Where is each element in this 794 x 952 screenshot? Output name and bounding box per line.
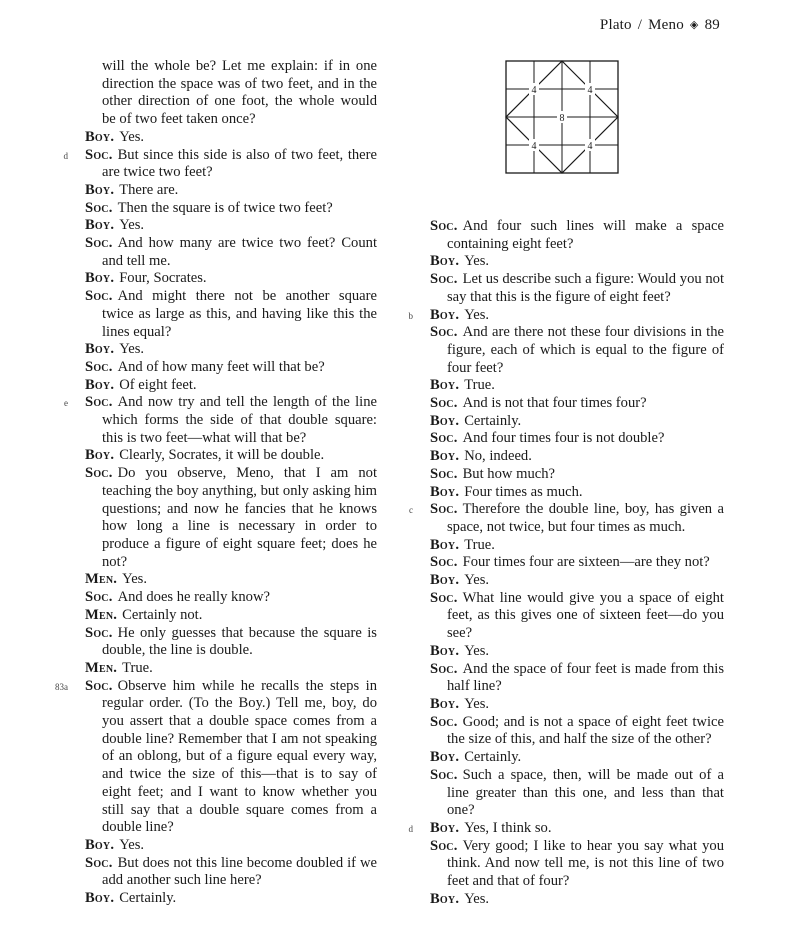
dialogue-line xyxy=(85,571,377,589)
speaker-label: Soc. xyxy=(85,589,113,606)
dialogue-text: Let us describe such a figure: Would you not say that this is the figure of eight feet? xyxy=(447,271,724,305)
dialogue-line xyxy=(85,58,377,129)
dialogue-line xyxy=(430,324,724,377)
dialogue-text: Very good; I like to hear you say what you think. And now tell me, is not this line of two feet and that of four? xyxy=(447,837,724,890)
speaker-label: Men. xyxy=(85,571,118,588)
dialogue-line xyxy=(430,253,724,271)
speaker-label: Soc. xyxy=(430,395,458,412)
speaker-label: Boy. xyxy=(430,572,460,589)
dialogue-line xyxy=(430,484,724,502)
dialogue-text: Yes, I think so. xyxy=(464,819,552,836)
diagram-label: 4 xyxy=(587,85,593,96)
dialogue-text: will the whole be? Let me explain: if in one direction the space was of two feet, and in the other direction of one foot, the whole would be of two feet taken once? xyxy=(102,58,377,128)
speaker-label: Soc. xyxy=(430,218,458,234)
header-author: Plato xyxy=(599,17,632,33)
speaker-label: Soc. xyxy=(430,430,458,447)
dialogue-line xyxy=(85,837,377,855)
dialogue-text: And are there not these four divisions in the figure, each of which is equal to the figure of four feet? xyxy=(447,324,724,376)
speaker-label: Boy. xyxy=(430,642,460,659)
speaker-label: Boy. xyxy=(430,695,460,712)
dialogue-text: Four, Socrates. xyxy=(119,270,207,287)
speaker-label: Boy. xyxy=(85,836,115,853)
speaker-label: Soc. xyxy=(85,358,113,375)
page-number: 89 xyxy=(704,17,720,33)
diagram-label: 4 xyxy=(531,85,537,96)
speaker-label: Boy. xyxy=(85,181,115,198)
speaker-label: Boy. xyxy=(430,749,460,766)
header-work: Meno xyxy=(648,17,684,33)
dialogue-line xyxy=(85,288,377,341)
speaker-label: Soc. xyxy=(430,501,458,518)
speaker-label: Boy. xyxy=(430,412,460,429)
dialogue-text: Yes. xyxy=(464,306,490,323)
dialogue-line xyxy=(430,714,724,749)
running-header xyxy=(600,17,720,34)
dialogue-line xyxy=(85,129,377,147)
dialogue-line xyxy=(430,696,724,714)
dialogue-text: True. xyxy=(464,377,495,394)
dialogue-line xyxy=(85,447,377,465)
left-column xyxy=(55,58,377,908)
speaker-label: Soc. xyxy=(430,271,458,288)
speaker-label: Soc. xyxy=(85,854,113,871)
speaker-label: Boy. xyxy=(430,819,460,836)
stephanus-marker: d xyxy=(63,150,68,161)
speaker-label: Boy. xyxy=(430,306,460,323)
dialogue-text: And how many are twice two feet? Count and tell me. xyxy=(102,235,377,269)
diagram-label: 4 xyxy=(531,141,537,152)
dialogue-text: And four times four is not double? xyxy=(462,430,665,447)
dialogue-text: And of how many feet will that be? xyxy=(117,358,325,375)
dialogue-line xyxy=(85,660,377,678)
dialogue-line xyxy=(430,590,724,643)
dialogue-line xyxy=(85,607,377,625)
speaker-label: Boy. xyxy=(85,447,115,464)
speaker-label: Boy. xyxy=(430,377,460,394)
dialogue-line xyxy=(430,838,724,891)
dialogue-text: Such a space, then, will be made out of a line greater than this one, and less than that one? xyxy=(447,766,724,819)
speaker-label: Soc. xyxy=(85,288,113,305)
dialogue-text: And is not that four times four? xyxy=(462,395,647,412)
dialogue-line xyxy=(85,341,377,359)
dialogue-text: Certainly not. xyxy=(122,606,203,623)
dialogue-text: Then the square is of twice two feet? xyxy=(117,199,333,216)
dialogue-text: True. xyxy=(122,659,153,676)
dialogue-line xyxy=(408,306,724,325)
dialogue-line xyxy=(85,217,377,235)
speaker-label: Soc. xyxy=(85,624,113,641)
dialogue-line xyxy=(430,377,724,395)
dialogue-text: And the space of four feet is made from this half line? xyxy=(447,660,724,695)
dialogue-text: Certainly. xyxy=(464,749,522,766)
dialogue-text: What line would give you a space of eight feet, as this gives one of sixteen feet—do you see? xyxy=(447,589,724,642)
dialogue-text: Yes. xyxy=(464,253,490,270)
dialogue-line xyxy=(85,465,377,571)
header-separator: / xyxy=(637,17,643,33)
dialogue-line xyxy=(430,271,724,306)
dialogue-text: Four times four are sixteen—are they not? xyxy=(462,554,710,571)
dialogue-line xyxy=(55,677,377,837)
speaker-label: Men. xyxy=(85,606,118,623)
stephanus-marker: d xyxy=(408,823,413,834)
dialogue-line xyxy=(85,377,377,395)
stephanus-marker: e xyxy=(64,398,68,409)
speaker-label: Boy. xyxy=(430,253,460,270)
dialogue-text: And now try and tell the length of the line which forms the side of that double square: this is two feet—what will that be? xyxy=(102,394,377,446)
dialogue-line xyxy=(85,359,377,377)
dialogue-line xyxy=(430,537,724,555)
dialogue-text: Of eight feet. xyxy=(119,376,197,393)
dialogue-text: Yes. xyxy=(119,128,145,145)
speaker-label: Soc. xyxy=(430,554,458,571)
dialogue-line xyxy=(85,589,377,607)
speaker-label: Soc. xyxy=(430,589,458,606)
speaker-label: Soc. xyxy=(430,660,458,677)
speaker-label: Boy. xyxy=(85,341,115,358)
dialogue-text: And four such lines will make a space containing eight feet? xyxy=(447,218,724,252)
speaker-label: Soc. xyxy=(85,394,113,411)
dialogue-text: Yes. xyxy=(119,217,145,234)
dialogue-line xyxy=(85,890,377,908)
diagram-label: 8 xyxy=(559,113,565,124)
right-column xyxy=(408,218,724,908)
dialogue-text: Yes. xyxy=(119,836,145,853)
dialogue-line xyxy=(430,413,724,431)
dialogue-text: Yes. xyxy=(464,572,490,589)
dialogue-line xyxy=(85,235,377,270)
speaker-label: Boy. xyxy=(85,217,115,234)
dialogue-line xyxy=(430,767,724,820)
stephanus-marker: 83a xyxy=(55,681,68,692)
speaker-label: Soc. xyxy=(85,677,113,694)
stephanus-marker: b xyxy=(408,310,413,321)
header-ornament: ◈ xyxy=(689,19,699,31)
dialogue-text: He only guesses that because the square is double, the line is double. xyxy=(102,624,377,659)
speaker-label: Boy. xyxy=(430,536,460,553)
dialogue-line xyxy=(85,200,377,218)
dialogue-text: Observe him while he recalls the steps in regular order. (To the Boy.) Tell me, boy, do you assert that a double space comes from a double line? Remember that I am not speaking of an oblong, but of a figure equal every way, and twice the size of this—that is to say of eight feet; and I want to know whether you still say that a double square comes from a double line? xyxy=(102,677,377,836)
dialogue-line xyxy=(64,394,377,447)
speaker-label: Soc. xyxy=(85,465,113,482)
dialogue-line xyxy=(430,430,724,448)
dialogue-line xyxy=(430,749,724,767)
speaker-label: Soc. xyxy=(85,235,113,252)
dialogue-text: Do you observe, Meno, that I am not teaching the boy anything, but only asking him questions; and now he fancies that he knows how long a line is necessary in order to produce a figure of eight square feet; does he not? xyxy=(102,465,377,570)
dialogue-line xyxy=(430,466,724,484)
speaker-label: Boy. xyxy=(430,890,460,907)
dialogue-text: Yes. xyxy=(122,571,148,588)
speaker-label: Soc. xyxy=(430,713,458,730)
speaker-label: Boy. xyxy=(85,128,115,145)
dialogue-line xyxy=(85,182,377,200)
dialogue-text: And might there not be another square twice as large as this, and having like this the lines equal? xyxy=(102,288,377,340)
diagram-label: 4 xyxy=(587,141,593,152)
dialogue-text: No, indeed. xyxy=(464,448,532,465)
speaker-label: Boy. xyxy=(430,448,460,465)
dialogue-text: But since this side is also of two feet, there are twice two feet? xyxy=(102,146,377,181)
dialogue-line xyxy=(430,395,724,413)
dialogue-text: There are. xyxy=(119,181,179,198)
speaker-label: Soc. xyxy=(85,146,113,163)
dialogue-text: But does not this line become doubled if we add another such line here? xyxy=(102,854,377,889)
dialogue-text: Yes. xyxy=(119,341,145,358)
dialogue-line xyxy=(63,146,377,182)
speaker-label: Soc. xyxy=(430,766,458,783)
speaker-label: Boy. xyxy=(85,270,115,287)
dialogue-text: But how much? xyxy=(462,465,555,482)
dialogue-line xyxy=(430,448,724,466)
dialogue-line xyxy=(85,625,377,660)
square-diagram xyxy=(505,60,619,174)
speaker-label: Soc. xyxy=(430,465,458,482)
dialogue-line xyxy=(85,270,377,288)
dialogue-line xyxy=(430,554,724,572)
speaker-label: Soc. xyxy=(430,837,458,854)
dialogue-text: Yes. xyxy=(464,890,490,907)
dialogue-line xyxy=(430,661,724,696)
speaker-label: Boy. xyxy=(85,890,115,907)
speaker-label: Boy. xyxy=(430,483,460,500)
dialogue-text: Yes. xyxy=(464,695,490,712)
dialogue-line xyxy=(85,855,377,890)
dialogue-text: Certainly. xyxy=(119,890,177,907)
dialogue-line xyxy=(430,643,724,661)
dialogue-line xyxy=(430,218,724,253)
speaker-label: Soc. xyxy=(85,199,113,216)
dialogue-text: Yes. xyxy=(464,642,490,659)
dialogue-line xyxy=(430,572,724,590)
dialogue-text: Good; and is not a space of eight feet twice the size of this, and half the size of the other? xyxy=(447,713,724,748)
stephanus-marker: c xyxy=(409,505,413,516)
dialogue-text: Therefore the double line, boy, has given a space, not twice, but four times as much. xyxy=(447,501,724,535)
dialogue-text: Clearly, Socrates, it will be double. xyxy=(119,447,325,464)
dialogue-text: Four times as much. xyxy=(464,483,583,500)
dialogue-text: Certainly. xyxy=(464,412,522,429)
dialogue-line xyxy=(408,819,724,838)
speaker-label: Men. xyxy=(85,659,118,676)
dialogue-line xyxy=(430,891,724,909)
dialogue-text: And does he really know? xyxy=(117,589,270,606)
speaker-label: Boy. xyxy=(85,376,115,393)
speaker-label: Soc. xyxy=(430,324,458,341)
dialogue-line xyxy=(409,501,724,536)
dialogue-text: True. xyxy=(464,536,495,553)
